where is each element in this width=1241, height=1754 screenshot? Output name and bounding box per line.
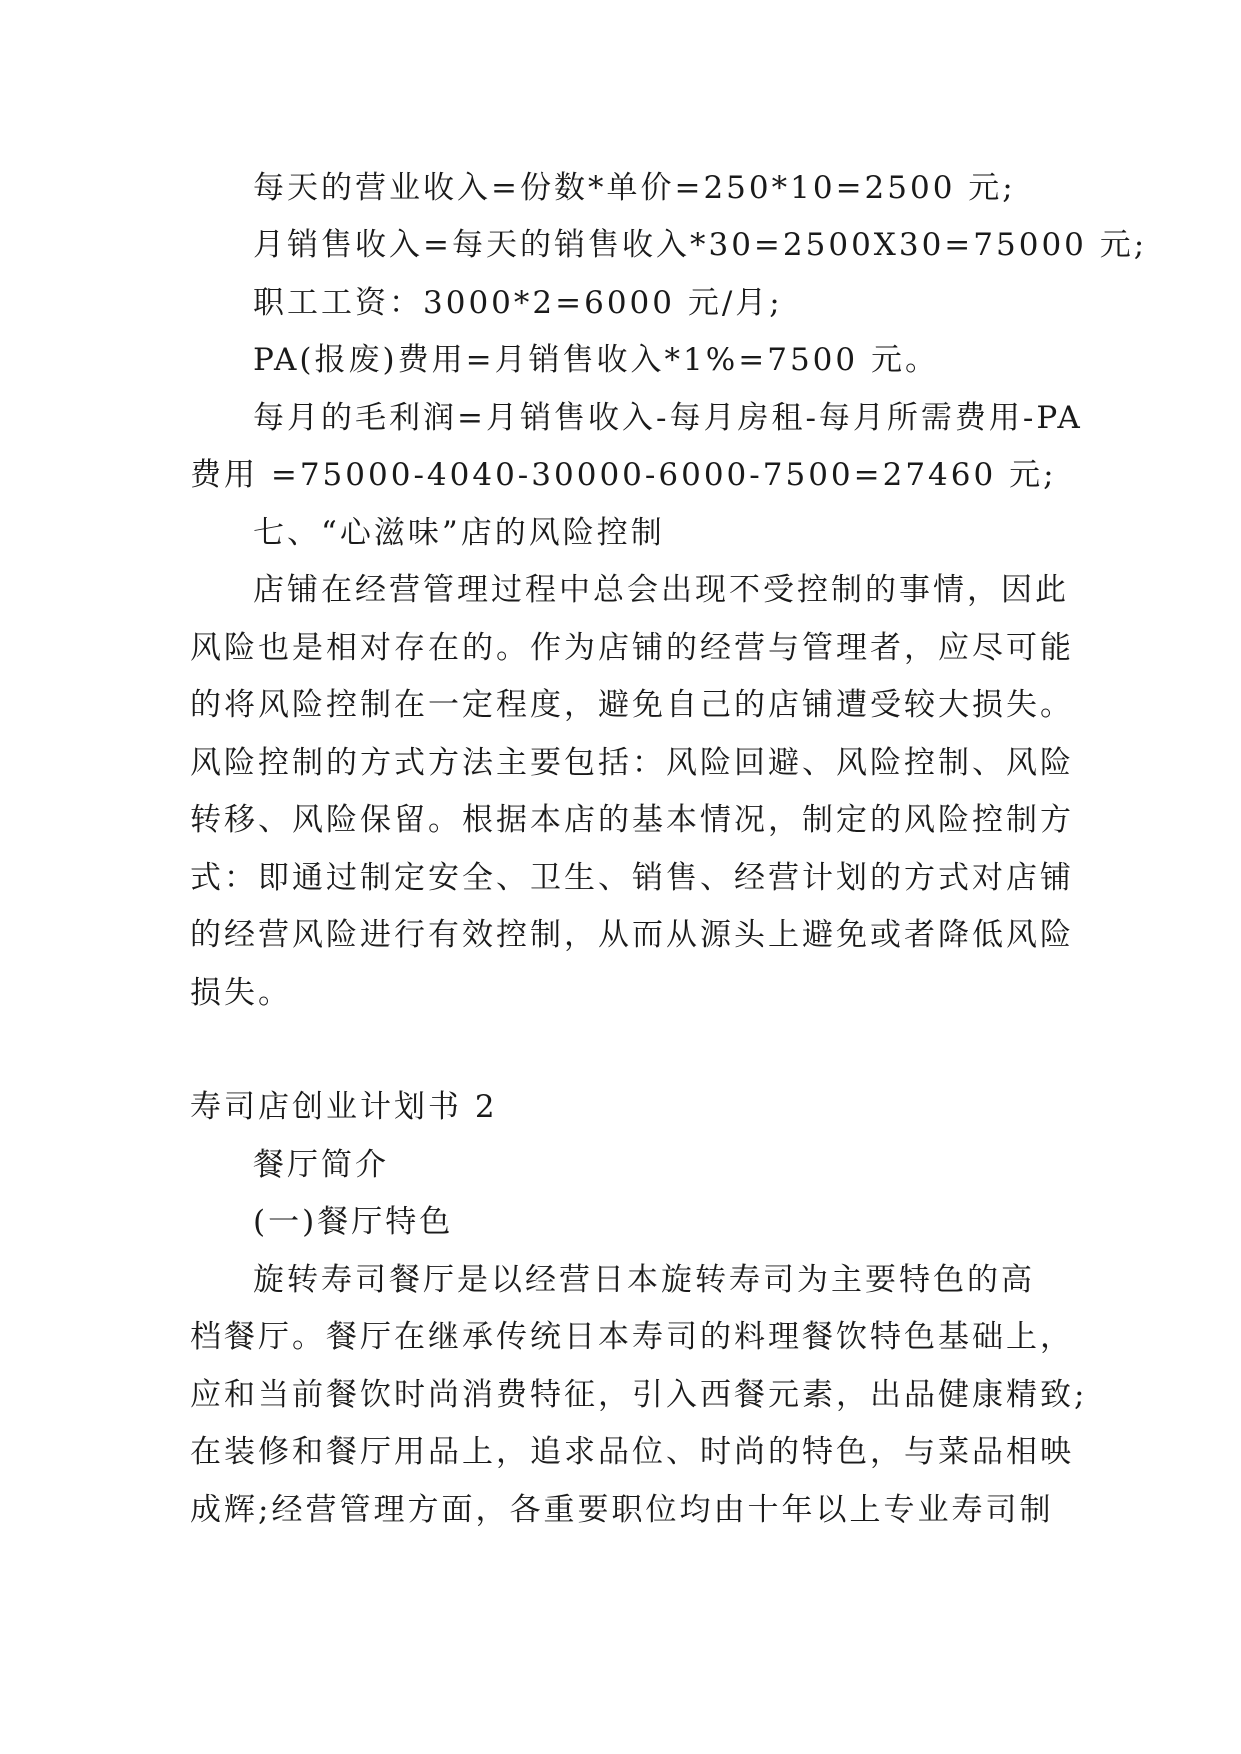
document-title: 寿司店创业计划书 2 (190, 1089, 498, 1125)
section-heading: 七、“心滋味”店的风险控制 (253, 515, 665, 551)
section-heading: 餐厅简介 (253, 1147, 389, 1183)
text-line: 损失。 (190, 975, 292, 1011)
text-line: 费用 =75000-4040-30000-6000-7500=27460 元; (190, 457, 1057, 493)
text-line: 职工工资：3000*2=6000 元/月; (253, 285, 783, 321)
text-line: PA(报废)费用=月销售收入*1%=7500 元。 (253, 342, 939, 378)
subsection-heading: (一)餐厅特色 (253, 1204, 454, 1240)
text-line: 式：即通过制定安全、卫生、销售、经营计划的方式对店铺 (190, 860, 1074, 896)
text-line: 转移、风险保留。根据本店的基本情况，制定的风险控制方 (190, 802, 1074, 838)
text-line: 风险也是相对存在的。作为店铺的经营与管理者，应尽可能 (190, 630, 1074, 666)
text-line: 每月的毛利润=月销售收入-每月房租-每月所需费用-PA (253, 400, 1083, 436)
text-line: 档餐厅。餐厅在继承传统日本寿司的料理餐饮特色基础上， (190, 1319, 1074, 1355)
text-line: 应和当前餐饮时尚消费特征，引入西餐元素，出品健康精致; (190, 1377, 1088, 1413)
text-line: 在装修和餐厅用品上，追求品位、时尚的特色，与菜品相映 (190, 1434, 1074, 1470)
text-line: 月销售收入=每天的销售收入*30=2500X30=75000 元; (253, 227, 1148, 263)
text-line: 旋转寿司餐厅是以经营日本旋转寿司为主要特色的高 (253, 1262, 1035, 1298)
text-line: 每天的营业收入=份数*单价=250*10=2500 元; (253, 170, 1016, 206)
text-line: 成辉;经营管理方面，各重要职位均由十年以上专业寿司制 (190, 1492, 1054, 1528)
text-line: 的将风险控制在一定程度，避免自己的店铺遭受较大损失。 (190, 687, 1074, 723)
text-line: 店铺在经营管理过程中总会出现不受控制的事情，因此 (253, 572, 1069, 608)
text-line: 的经营风险进行有效控制，从而从源头上避免或者降低风险 (190, 917, 1074, 953)
text-line: 风险控制的方式方法主要包括：风险回避、风险控制、风险 (190, 745, 1074, 781)
